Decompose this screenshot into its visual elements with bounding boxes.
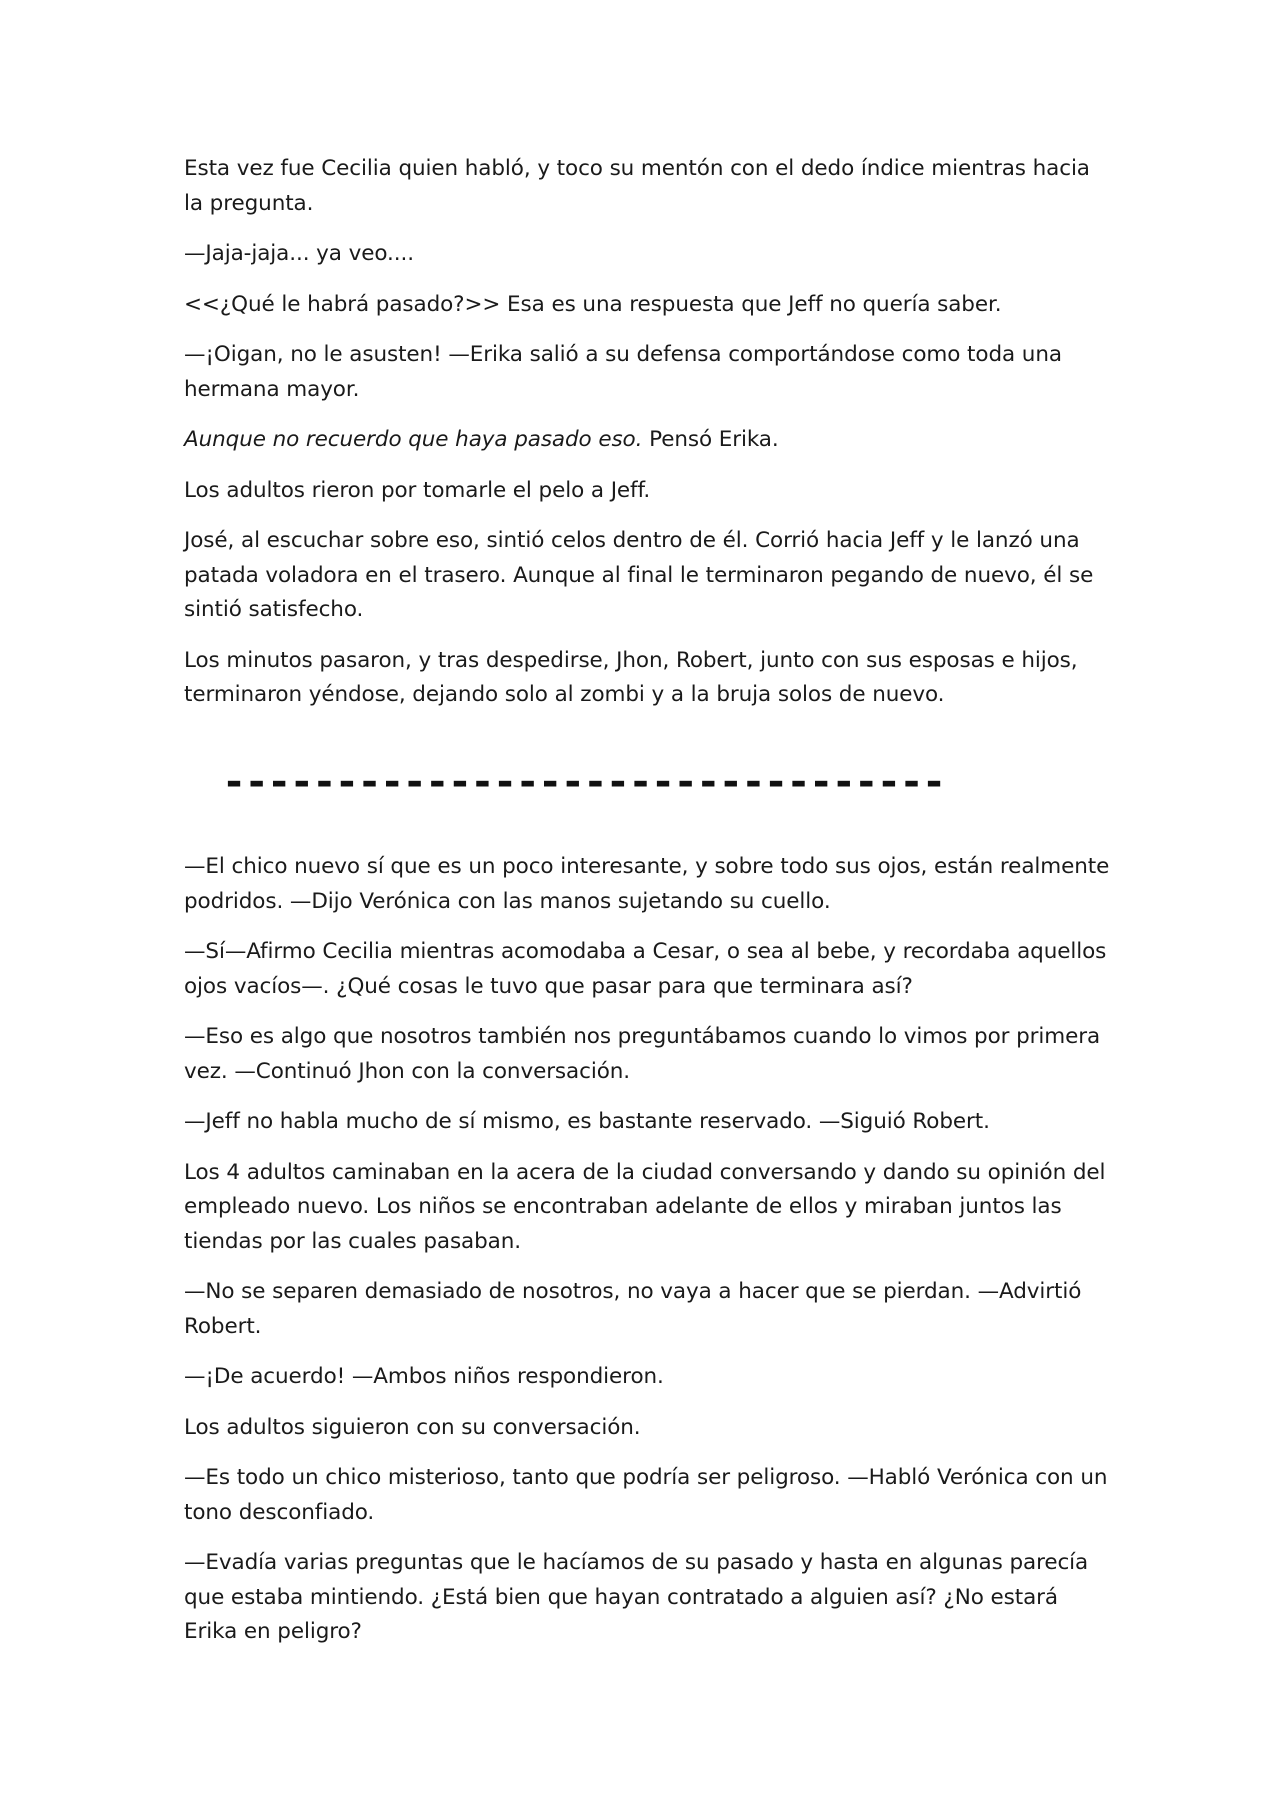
scene-break-separator: -------------------------------- [222,770,945,794]
paragraph: —¡Oigan, no le asusten! —Erika salió a su defensa comportándose como toda una hermana mayor. [184,342,1062,402]
paragraph: —Sí—Afirmo Cecilia mientras acomodaba a Cesar, o sea al bebe, y recordaba aquellos ojos vacíos—. ¿Qué cosas le tuvo que pasar para que terminara así? [184,939,1107,999]
thought-attribution: Pensó Erika. [642,427,779,452]
paragraph: Los minutos pasaron, y tras despedirse, Jhon, Robert, junto con sus esposas e hijos, terminaron yéndose, dejando solo al zombi y a la bruja solos de nuevo. [184,647,1078,707]
paragraph: Los 4 adultos caminaban en la acera de la ciudad conversando y dando su opinión del empleado nuevo. Los niños se encontraban adelante de ellos y miraban juntos las tiendas por las cuales pasaban. [184,1159,1106,1254]
paragraph-thought [184,423,1114,458]
paragraph: Los adultos siguieron con su conversación. [184,1414,641,1440]
text-section-before-break [184,152,1114,729]
text-section-after-break [184,850,1114,1666]
paragraph: Esta vez fue Cecilia quien habló, y toco su mentón con el dedo índice mientras hacia la pregunta. [184,156,1090,216]
paragraph: Los adultos rieron por tomarle el pelo a Jeff. [184,477,651,503]
paragraph: —El chico nuevo sí que es un poco interesante, y sobre todo sus ojos, están realmente podridos. —Dijo Verónica con las manos sujetando su cuello. [184,854,1110,914]
paragraph: —Jaja-jaja... ya veo.... [184,241,414,266]
paragraph: <<¿Qué le habrá pasado?>> Esa es una respuesta que Jeff no quería saber. [184,291,1002,317]
paragraph: —Eso es algo que nosotros también nos preguntábamos cuando lo vimos por primera vez. —Continuó Jhon con la conversación. [184,1024,1101,1084]
paragraph: —Jeff no habla mucho de sí mismo, es bastante reservado. —Siguió Robert. [184,1109,990,1134]
italic-thought-text: Aunque no recuerdo que haya pasado eso. [184,427,643,452]
paragraph: José, al escuchar sobre eso, sintió celos dentro de él. Corrió hacia Jeff y le lanzó una patada voladora en el trasero. Aunque al final le terminaron pegando de nuevo, él se sintió satisfecho. [184,528,1094,622]
paragraph: —¡De acuerdo! —Ambos niños respondieron. [184,1364,664,1389]
paragraph: —No se separen demasiado de nosotros, no vaya a hacer que se pierdan. —Advirtió Robert. [184,1279,1082,1339]
paragraph: —Evadía varias preguntas que le hacíamos de su pasado y hasta en algunas parecía que estaba mintiendo. ¿Está bien que hayan contratado a alguien así? ¿No estará Erika en peligro? [184,1550,1089,1644]
paragraph: —Es todo un chico misterioso, tanto que podría ser peligroso. —Habló Verónica con un tono desconfiado. [184,1465,1108,1525]
